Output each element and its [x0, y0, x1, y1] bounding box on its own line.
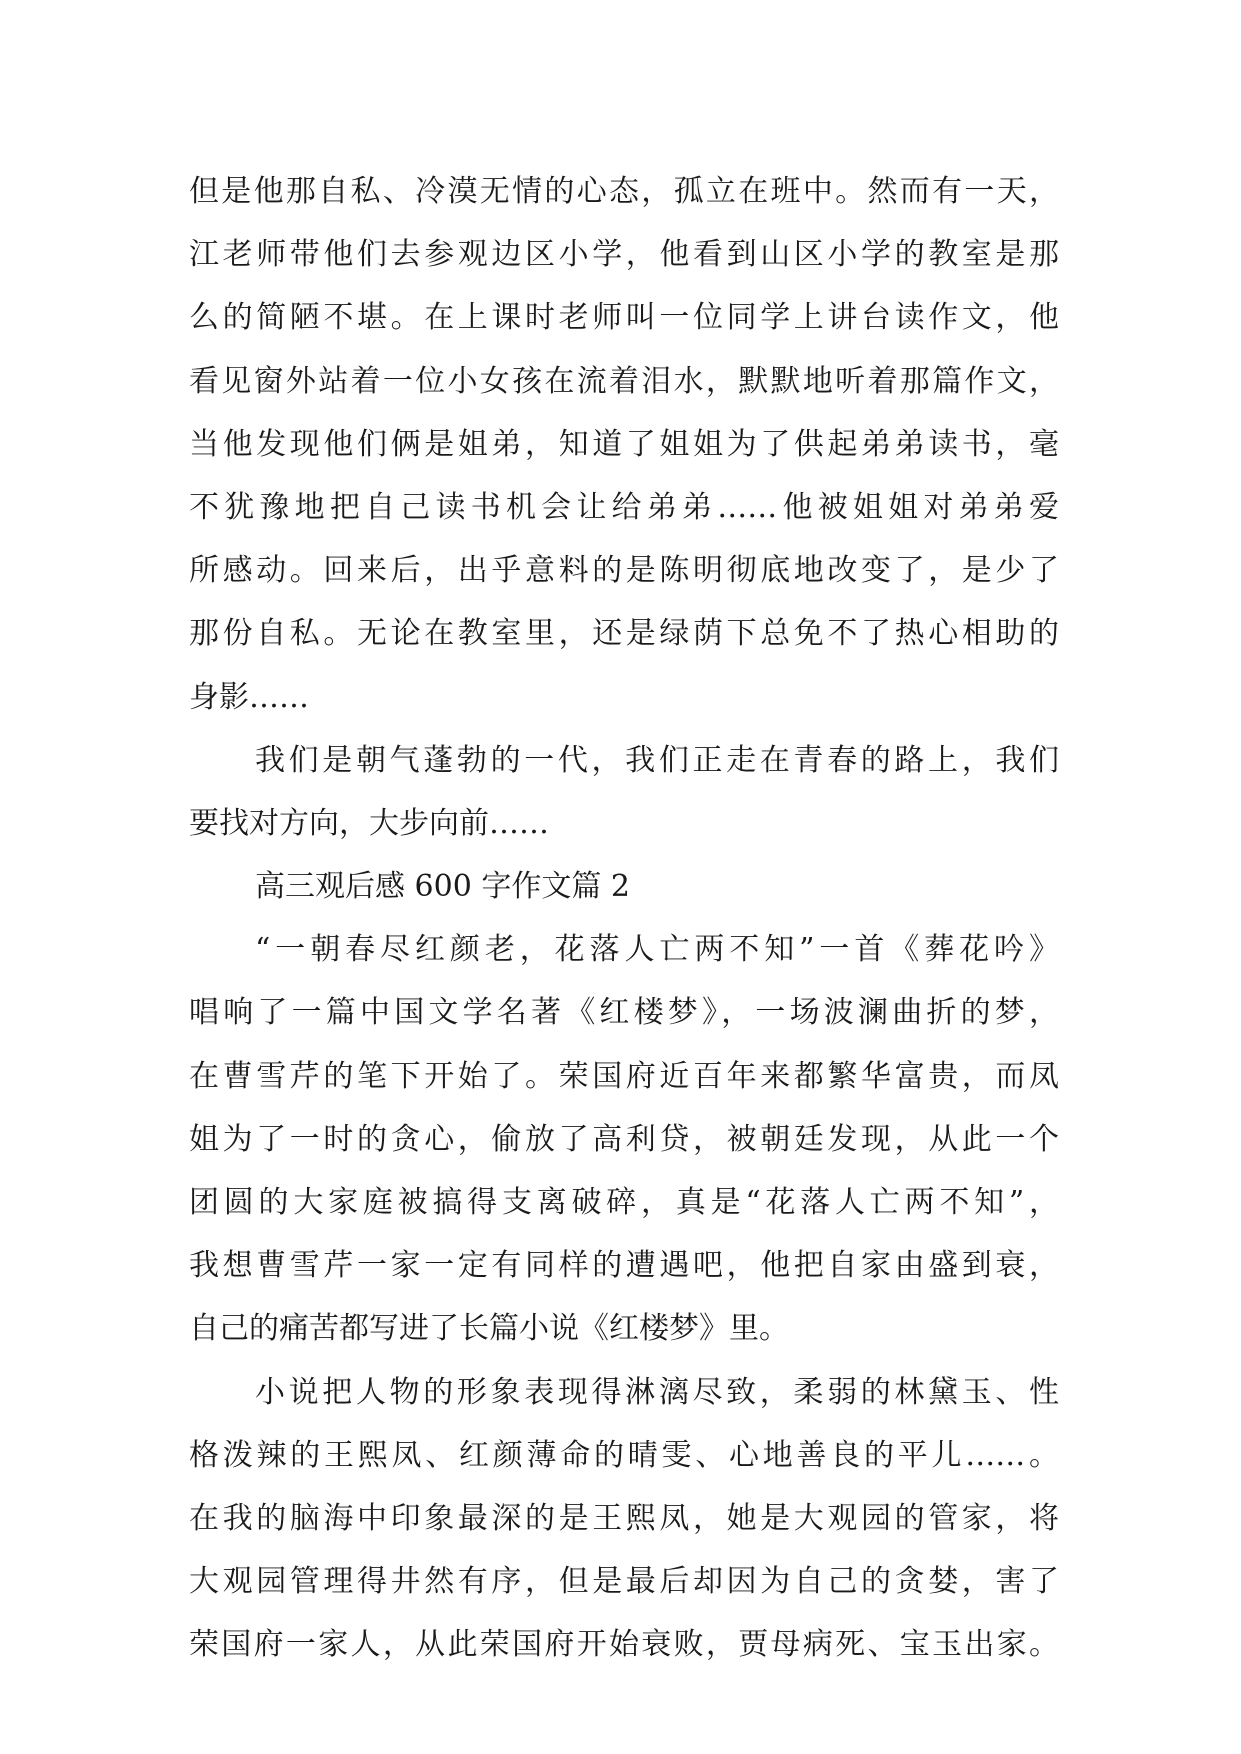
- text-line: 小说把人物的形象表现得淋漓尽致，柔弱的林黛玉、性: [255, 1374, 1059, 1410]
- text-line: 我们是朝气蓬勃的一代，我们正走在青春的路上，我们: [255, 742, 1059, 778]
- text-line: 所感动。回来后，出乎意料的是陈明彻底地改变了，是少了: [189, 553, 1059, 589]
- text-line: 但是他那自私、冷漠无情的心态，孤立在班中。然而有一天，: [189, 174, 1059, 209]
- text-line: 格泼辣的王熙凤、红颜薄命的晴雯、心地善良的平儿……。: [189, 1437, 1059, 1473]
- text-line: 唱响了一篇中国文学名著《红楼梦》，一场波澜曲折的梦，: [189, 995, 1059, 1031]
- text-line: 荣国府一家人，从此荣国府开始衰败，贾母病死、宝玉出家。: [189, 1627, 1059, 1663]
- text-line: 要找对方向，大步向前……: [189, 805, 549, 841]
- text-line: 大观园管理得井然有序，但是最后却因为自己的贪婪，害了: [189, 1564, 1059, 1600]
- text-line: 我想曹雪芹一家一定有同样的遭遇吧，他把自家由盛到衰，: [189, 1248, 1059, 1284]
- section-heading: 高三观后感 600 字作文篇 2: [255, 869, 630, 905]
- text-line: 身影……: [189, 679, 309, 715]
- text-line: 那份自私。无论在教室里，还是绿荫下总免不了热心相助的: [189, 616, 1059, 652]
- text-line: 自己的痛苦都写进了长篇小说《红楼梦》里。: [189, 1311, 789, 1347]
- text-line: “一朝春尽红颜老，花落人亡两不知”一首《葬花吟》: [255, 932, 1059, 968]
- text-line: 在曹雪芹的笔下开始了。荣国府近百年来都繁华富贵，而凤: [189, 1058, 1059, 1094]
- document-body: [189, 160, 1059, 1677]
- text-line: 当他发现他们俩是姐弟，知道了姐姐为了供起弟弟读书，毫: [189, 426, 1059, 462]
- text-line: 在我的脑海中印象最深的是王熙凤，她是大观园的管家，将: [189, 1500, 1059, 1536]
- text-line: 么的简陋不堪。在上课时老师叫一位同学上讲台读作文，他: [189, 300, 1059, 336]
- text-line: 看见窗外站着一位小女孩在流着泪水，默默地听着那篇作文，: [189, 363, 1059, 399]
- text-line: 团圆的大家庭被搞得支离破碎，真是“花落人亡两不知”，: [189, 1185, 1059, 1220]
- text-line: 姐为了一时的贪心，偷放了高利贷，被朝廷发现，从此一个: [189, 1121, 1059, 1157]
- text-line: 不犹豫地把自己读书机会让给弟弟……他被姐姐对弟弟爱: [189, 489, 1059, 525]
- text-line: 江老师带他们去参观边区小学，他看到山区小学的教室是那: [189, 237, 1059, 273]
